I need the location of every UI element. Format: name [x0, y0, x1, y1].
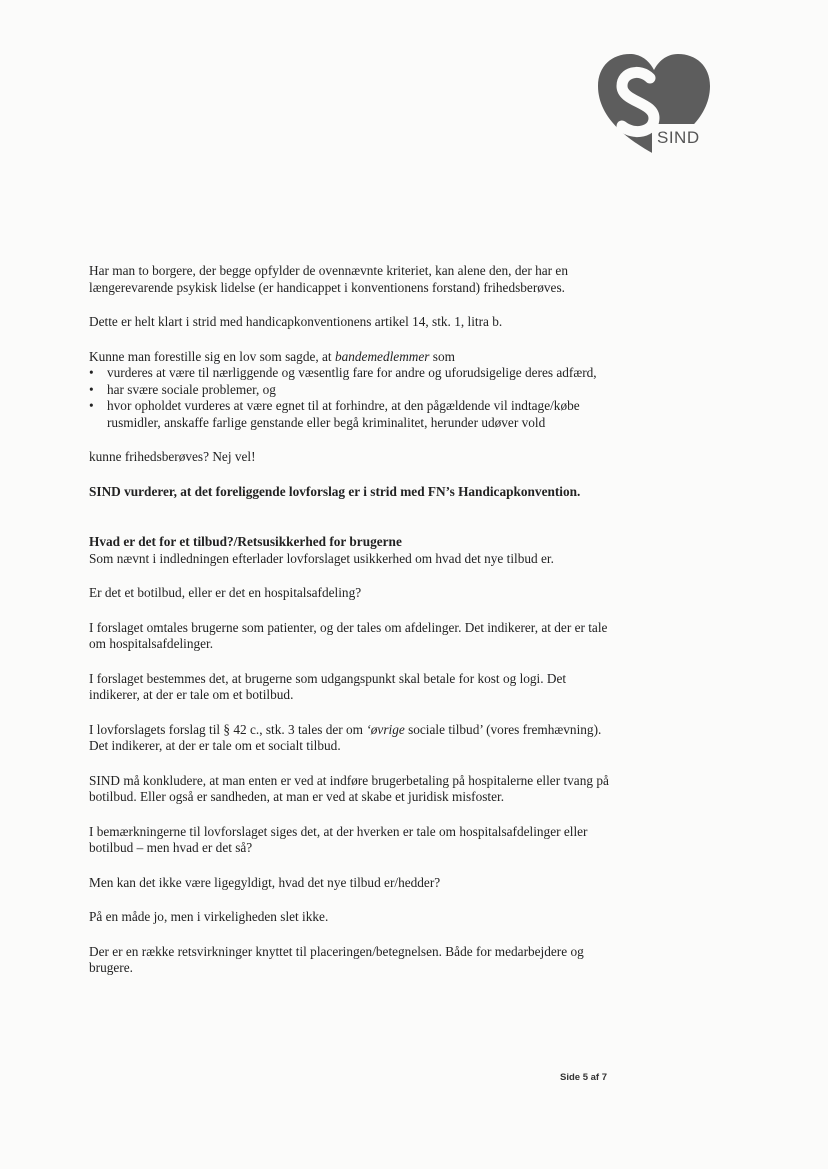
list-item-text: vurderes at være til nærliggende og væsentlig fare for andre og uforudsigelige deres adfærd, — [107, 365, 597, 380]
bullet-icon: • — [89, 365, 94, 380]
paragraph: Som nævnt i indledningen efterlader lovforslaget usikkerhed om hvad det nye tilbud er. — [89, 550, 554, 566]
paragraph — [89, 349, 617, 366]
paragraph: På en måde jo, men i virkeligheden slet ikke. — [89, 909, 329, 924]
paragraph: Der er en række retsvirkninger knyttet til placeringen/betegnelsen. Både for medarbejdere og brugere. — [89, 943, 584, 975]
list-item-text: hvor opholdet vurderes at være egnet til at forhindre, at den pågældende vil indtage/købe rusmidler, anskaffe farlige genstande eller begå kriminalitet, herunder udøver vold — [107, 398, 580, 430]
emphasis: ‘øvrige — [366, 721, 405, 737]
paragraph: kunne frihedsberøves? Nej vel! — [89, 449, 256, 464]
paragraph: SIND må konkludere, at man enten er ved at indføre brugerbetaling på hospitalerne eller tvang på botilbud. Eller også er sandheden, at man er ved at skabe et juridisk misfoster. — [89, 772, 609, 804]
text-span: Kunne man forestille sig en lov som sagde, at — [89, 348, 335, 364]
paragraph: I forslaget omtales brugerne som patienter, og der tales om afdelinger. Det indikerer, at der er tale om hospitalsafdelinger. — [89, 619, 608, 651]
paragraph: I forslaget bestemmes det, at brugerne som udgangspunkt skal betale for kost og logi. Det indikerer, at der er tale om et botilbud. — [89, 670, 567, 702]
text-span: som — [429, 348, 455, 364]
logo-text: SIND — [657, 128, 700, 147]
paragraph: I bemærkningerne til lovforslaget siges det, at der hverken er tale om hospitalsafdelinger eller botilbud – men hvad er det så? — [89, 823, 588, 855]
list-item-text: har svære sociale problemer, og — [107, 381, 276, 397]
paragraph — [89, 722, 617, 755]
paragraph: Har man to borgere, der begge opfylder de ovennævnte kriteriet, kan alene den, der har en længerevarende psykisk lidelse (er handicappet i konventionens forstand) frihedsberøves. — [89, 263, 568, 295]
text-span: I lovforslagets forslag til § 42 c., stk. 3 tales der om — [89, 721, 367, 737]
list-item — [89, 365, 617, 382]
section-heading: Hvad er det for et tilbud?/Retsusikkerhed for brugerne — [89, 534, 402, 549]
paragraph: Men kan det ikke være ligegyldigt, hvad det nye tilbud er/hedder? — [89, 874, 441, 890]
text-span: sociale tilbud’ (vores fremhævning). Det indikerer, at der er tale om et socialt tilbud. — [89, 721, 602, 753]
list-item — [89, 398, 617, 431]
page-number: Side 5 af 7 — [560, 1072, 607, 1083]
paragraph: Dette er helt klart i strid med handicapkonventionens artikel 14, stk. 1, litra b. — [89, 314, 503, 329]
bullet-icon: • — [89, 398, 94, 413]
paragraph: Er det et botilbud, eller er det en hospitalsafdeling? — [89, 585, 362, 600]
document-body — [89, 263, 617, 977]
emphasis: bandemedlemmer — [334, 348, 430, 364]
conclusion-paragraph: SIND vurderer, at det foreliggende lovforslag er i strid med FN’s Handicapkonvention. — [89, 483, 581, 499]
bullet-list — [89, 365, 617, 431]
bullet-icon: • — [89, 381, 94, 397]
list-item — [89, 382, 617, 399]
